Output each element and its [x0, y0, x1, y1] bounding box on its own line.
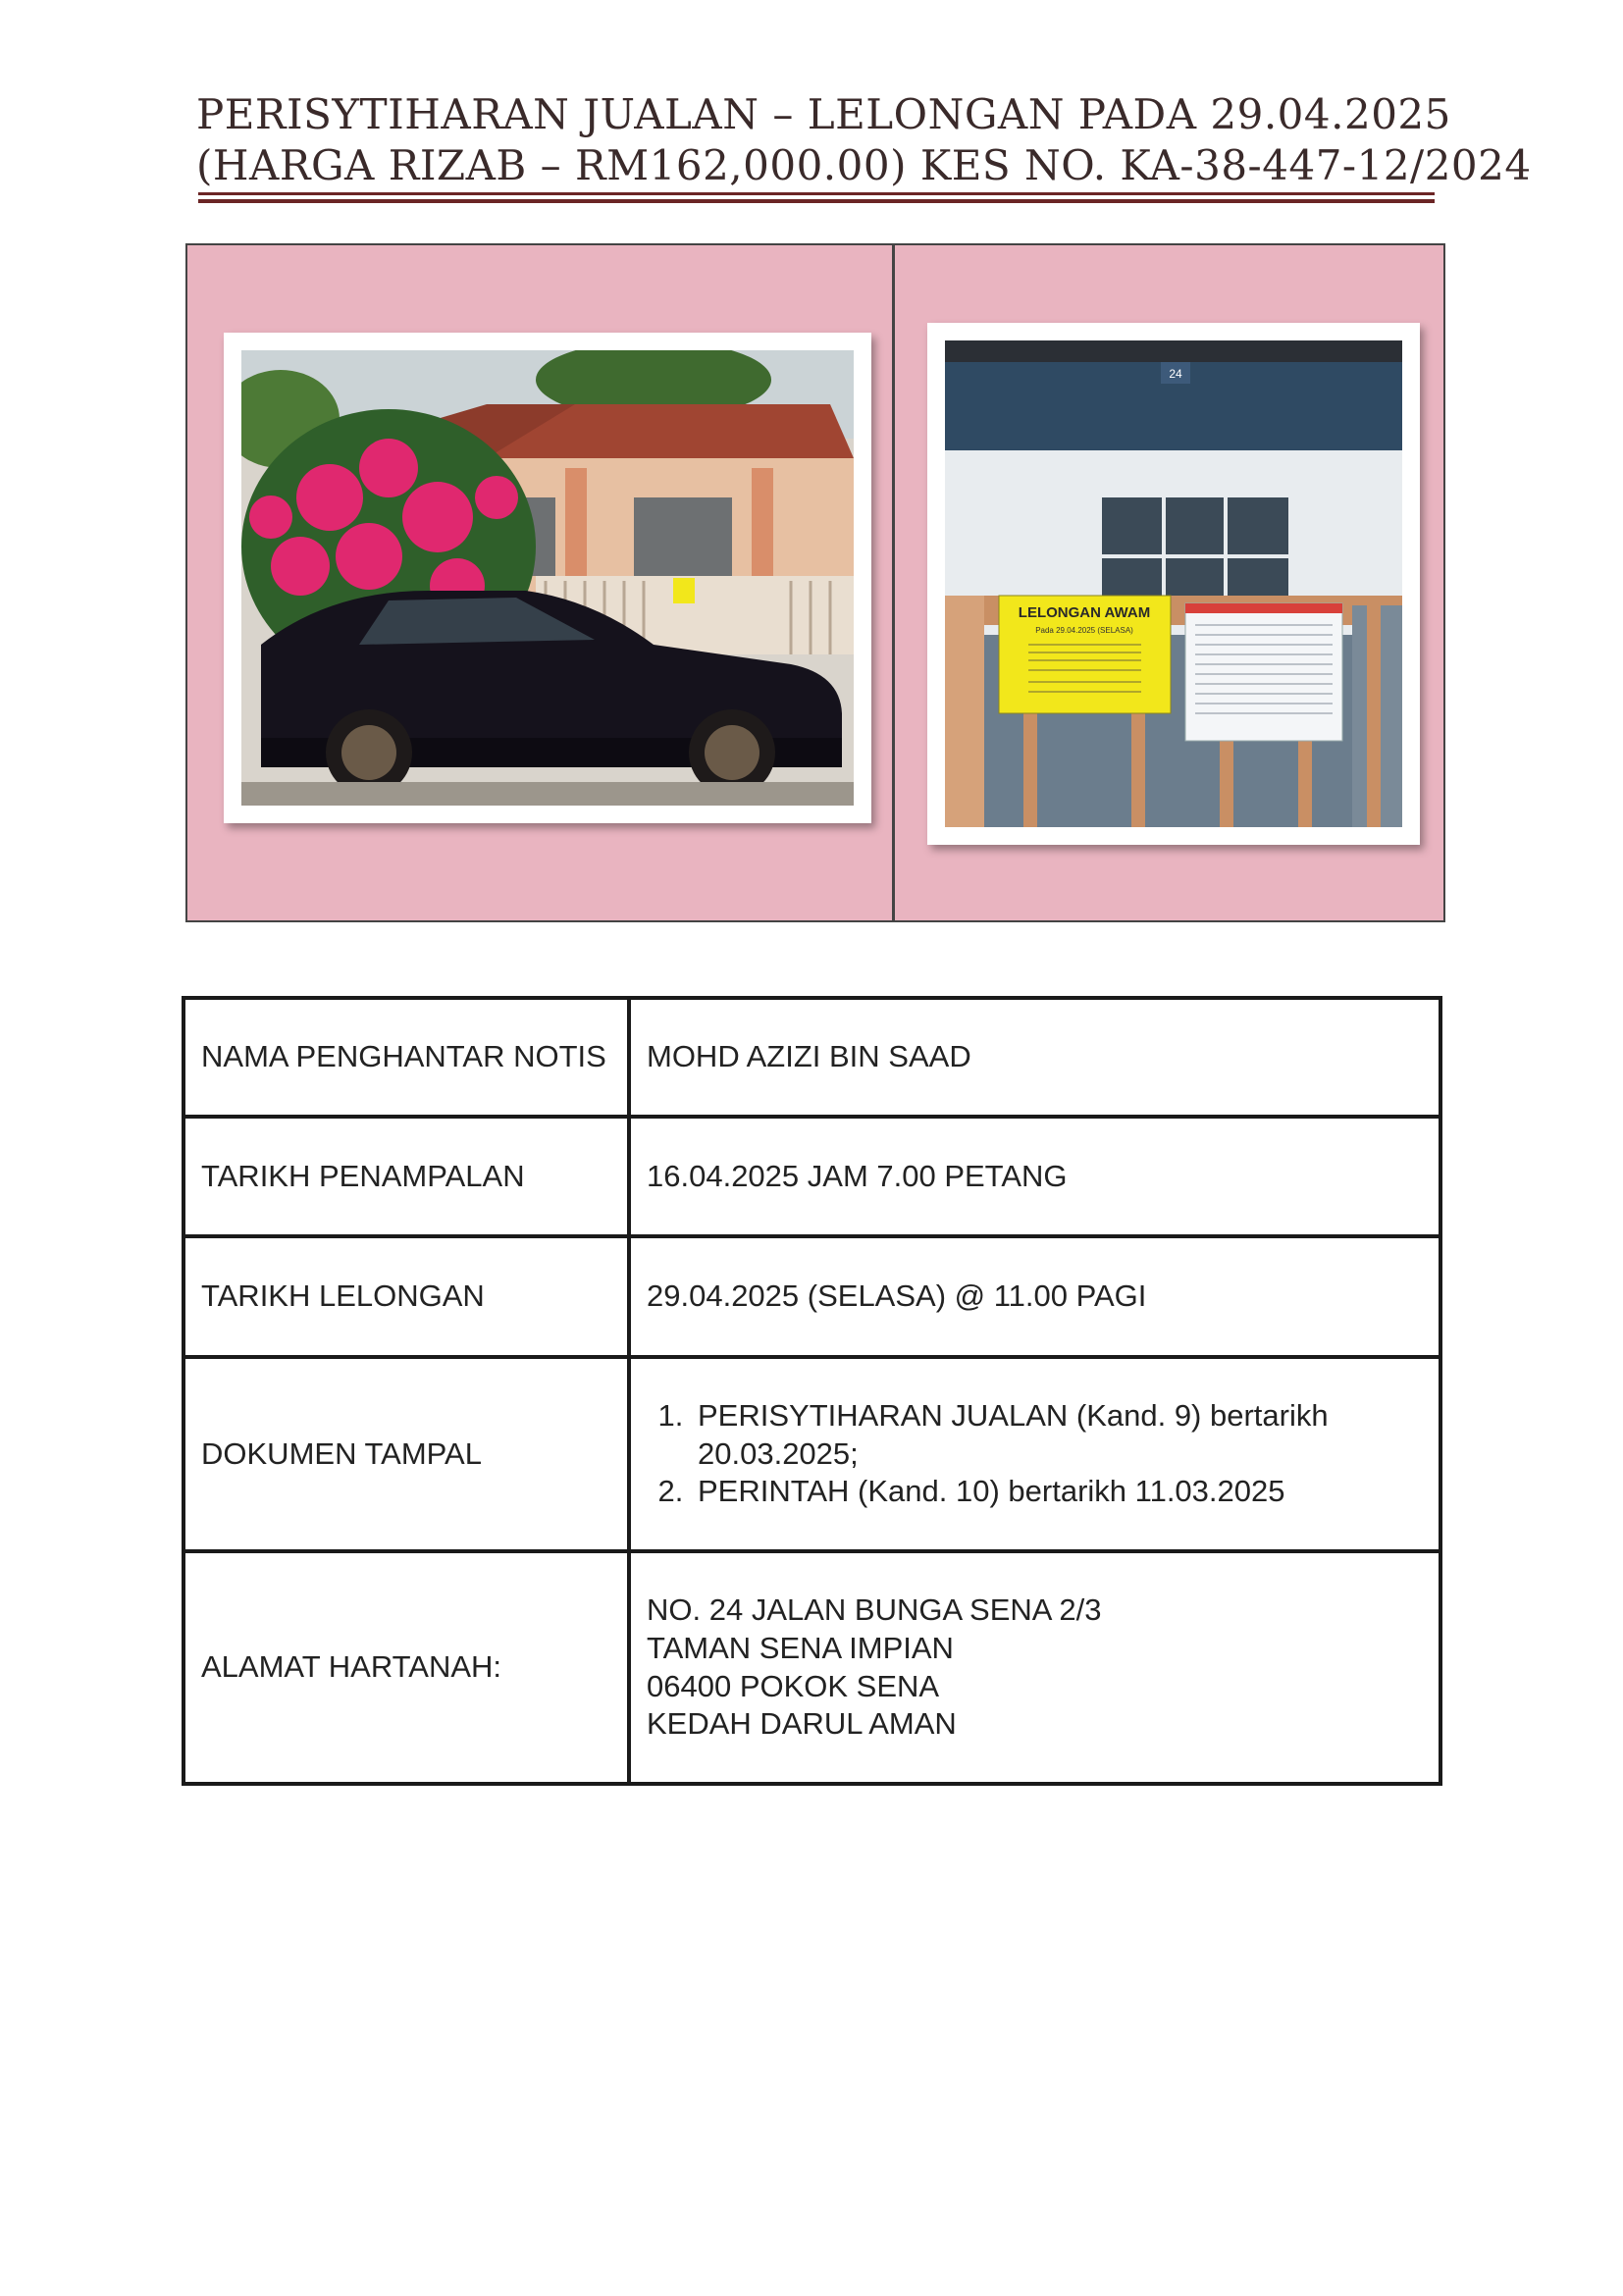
notice-heading: LELONGAN AWAM	[1018, 604, 1151, 621]
photo-panel-left	[185, 243, 894, 922]
house-photo	[241, 350, 854, 806]
list-item: 1. PERISYTIHARAN JUALAN (Kand. 9) bertarikh 20.03.2025;	[692, 1397, 1423, 1474]
table-row	[183, 998, 1440, 1117]
address-line: NO. 24 JALAN BUNGA SENA 2/3	[647, 1592, 1102, 1627]
house-photo-frame	[224, 333, 871, 823]
row-label-penghantar: NAMA PENGHANTAR NOTIS	[183, 998, 629, 1117]
notice-info-table	[182, 996, 1442, 1786]
house-number-plate: 24	[1169, 367, 1182, 381]
row-value-penghantar: MOHD AZIZI BIN SAAD	[629, 998, 1440, 1117]
address-line: TAMAN SENA IMPIAN	[647, 1630, 954, 1665]
page-title-line-1: PERISYTIHARAN JUALAN – LELONGAN PADA 29.04.2025	[196, 90, 1451, 138]
row-label-alamat: ALAMAT HARTANAH:	[183, 1551, 629, 1784]
document-list	[647, 1397, 1423, 1511]
row-label-dokumen: DOKUMEN TAMPAL	[183, 1357, 629, 1551]
photo-panel-right	[894, 243, 1445, 922]
title-underline	[198, 192, 1435, 195]
list-item: 2. PERINTAH (Kand. 10) bertarikh 11.03.2025	[692, 1473, 1423, 1511]
table-row	[183, 1117, 1440, 1236]
table-row	[183, 1551, 1440, 1784]
notice-photo-frame	[927, 323, 1420, 845]
title-underline-thick	[198, 199, 1435, 203]
notice-date: Pada 29.04.2025 (SELASA)	[1035, 626, 1133, 635]
address-line: KEDAH DARUL AMAN	[647, 1706, 957, 1742]
row-value-dokumen	[629, 1357, 1440, 1551]
address-line: 06400 POKOK SENA	[647, 1668, 940, 1703]
row-value-alamat	[629, 1551, 1440, 1784]
table-row	[183, 1236, 1440, 1357]
row-value-lelongan: 29.04.2025 (SELASA) @ 11.00 PAGI	[629, 1236, 1440, 1357]
notice-photo	[945, 340, 1402, 827]
table-row	[183, 1357, 1440, 1551]
row-value-penampalan: 16.04.2025 JAM 7.00 PETANG	[629, 1117, 1440, 1236]
row-label-lelongan: TARIKH LELONGAN	[183, 1236, 629, 1357]
page-title-line-2: (HARGA RIZAB – RM162,000.00) KES NO. KA-38-447-12/2024	[196, 141, 1532, 189]
row-label-penampalan: TARIKH PENAMPALAN	[183, 1117, 629, 1236]
